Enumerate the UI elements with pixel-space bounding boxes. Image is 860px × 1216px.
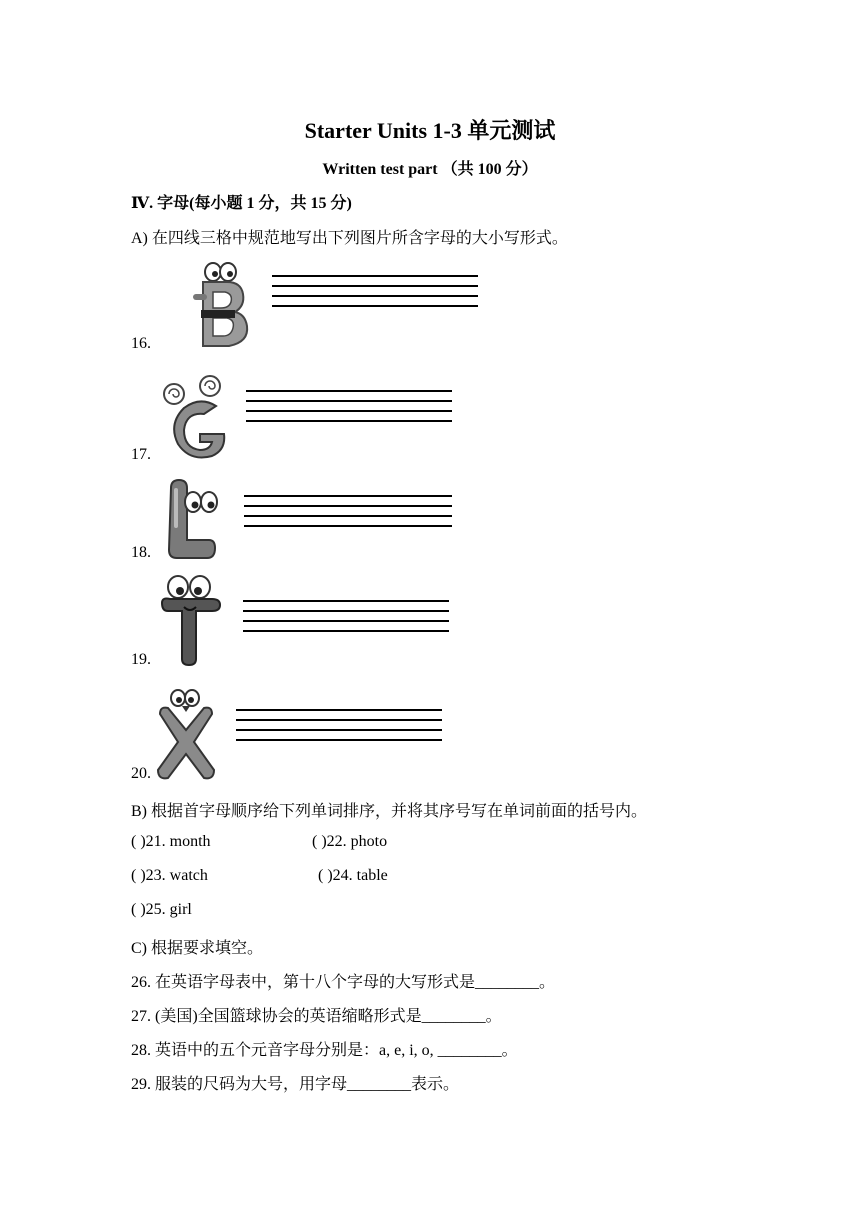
letter-x-cartoon-image xyxy=(154,684,220,782)
word-item-21: ( )21. month xyxy=(131,833,211,850)
section-heading: Ⅳ. 字母(每小题 1 分，共 15 分) xyxy=(131,195,352,212)
writing-lines[interactable] xyxy=(243,600,449,640)
writing-lines[interactable] xyxy=(244,495,452,535)
word-item-23: ( )23. watch xyxy=(131,867,208,884)
question-number: 20. xyxy=(131,765,151,782)
fill-question-27: 27. (美国)全国篮球协会的英语缩略形式是________。 xyxy=(131,1008,502,1025)
question-number: 18. xyxy=(131,544,151,561)
writing-lines[interactable] xyxy=(272,275,478,315)
page-subtitle: Written test part （共 100 分） xyxy=(322,161,538,178)
page-title: Starter Units 1-3 单元测试 xyxy=(304,118,556,143)
letter-b-cartoon-image xyxy=(185,258,255,350)
letter-t-cartoon-image xyxy=(158,573,224,667)
question-number: 17. xyxy=(131,446,151,463)
word-item-25: ( )25. girl xyxy=(131,901,192,918)
part-b-instruction: B) 根据首字母顺序给下列单词排序，并将其序号写在单词前面的括号内。 xyxy=(131,803,648,820)
question-number: 19. xyxy=(131,651,151,668)
word-item-22: ( )22. photo xyxy=(312,833,388,850)
writing-lines[interactable] xyxy=(236,709,442,749)
part-a-instruction: A) 在四线三格中规范地写出下列图片所含字母的大小写形式。 xyxy=(131,230,568,247)
word-item-24: ( )24. table xyxy=(318,867,388,884)
letter-l-cartoon-image xyxy=(163,478,223,562)
letter-g-cartoon-image xyxy=(160,372,232,462)
writing-lines[interactable] xyxy=(246,390,452,430)
fill-question-28: 28. 英语中的五个元音字母分别是：a, e, i, o, ________。 xyxy=(131,1042,518,1059)
fill-question-29: 29. 服装的尺码为大号，用字母________表示。 xyxy=(131,1076,460,1093)
fill-question-26: 26. 在英语字母表中，第十八个字母的大写形式是________。 xyxy=(131,974,556,991)
part-c-instruction: C) 根据要求填空。 xyxy=(131,940,264,957)
question-number: 16. xyxy=(131,335,151,352)
